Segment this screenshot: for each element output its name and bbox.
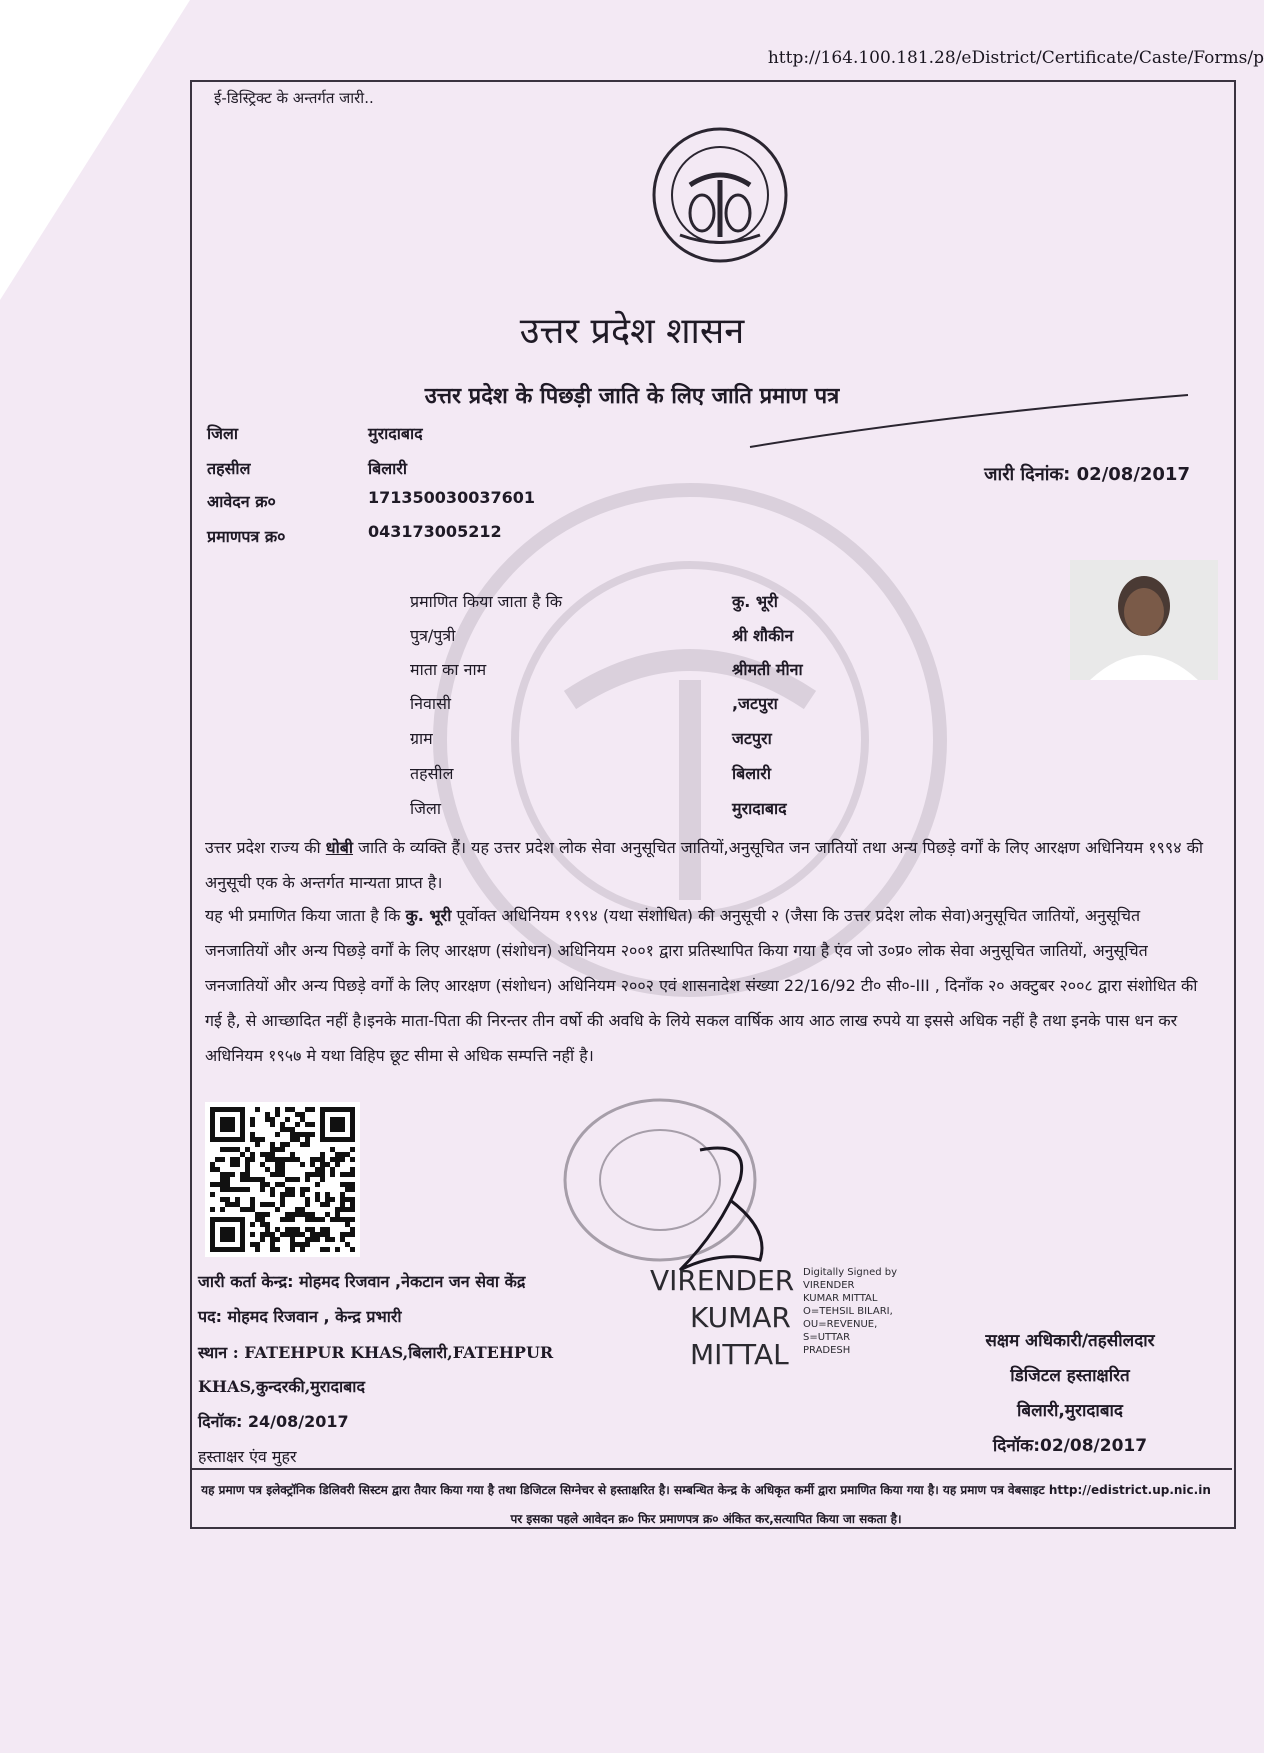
- village-label: ग्राम: [410, 729, 433, 748]
- up-government-emblem-icon: [650, 125, 790, 269]
- caste-pre-text: उत्तर प्रदेश राज्य की: [205, 838, 326, 857]
- dsig-name-line1: VIRENDER: [650, 1264, 795, 1297]
- issuer-date: दिनॉक: 24/08/2017: [198, 1412, 349, 1431]
- pen-stroke-mark: [740, 385, 1190, 455]
- issuer-center: जारी कर्ता केन्द्र: मोहमद रिजवान ,नेकटान जन सेवा केंद्र: [198, 1272, 526, 1291]
- creamy-name: कु. भूरी: [405, 906, 452, 925]
- application-value: 171350030037601: [368, 488, 535, 507]
- dsig-name-line3: MITTAL: [690, 1338, 789, 1371]
- issuer-place-line1: स्थान : FATEHPUR KHAS,बिलारी,FATEHPUR: [198, 1343, 554, 1362]
- resident-value: ,जटपुरा: [732, 694, 778, 713]
- dsig-details: [803, 1266, 897, 1357]
- dsig-detail-line: KUMAR MITTAL: [803, 1293, 878, 1304]
- authority-signed: डिजिटल हस्ताक्षरित: [1010, 1366, 1130, 1386]
- certified-value: कु. भूरी: [732, 592, 778, 611]
- tehsil-value: बिलारी: [368, 459, 407, 478]
- authority-place: बिलारी,मुरादाबाद: [1017, 1401, 1123, 1421]
- authority-date: दिनॉक:02/08/2017: [992, 1436, 1148, 1456]
- parent-label: पुत्र/पुत्री: [410, 626, 456, 645]
- footer-note: यह प्रमाण पत्र इलेक्ट्रॉनिक डिलिवरी सिस्टम द्वारा तैयार किया गया है तथा डिजिटल सिग्नेचर से हस्ताक्षरित है। सम्बन्धित केन्द्र के अधिकृत कर्मी द्वारा प्रमाणित किया गया है। यह प्रमाण पत्र वेबसाइट http://edistrict.up.nic.in पर इसका पहले आवेदन क्र० फिर प्रमाणपत्र क्र० अंकित कर,सत्यापित किया जा सकता है।: [201, 1483, 1211, 1526]
- tehsil-label: तहसील: [207, 459, 251, 478]
- person-tehsil-label: तहसील: [410, 764, 454, 783]
- dsig-detail-line: PRADESH: [803, 1345, 851, 1356]
- qr-code-icon: [205, 1102, 360, 1261]
- caste-name: धोबी: [325, 838, 354, 857]
- creamy-pre-text: यह भी प्रमाणित किया जाता है कि: [205, 906, 406, 925]
- dsig-name-line2: KUMAR: [690, 1301, 791, 1334]
- issue-date: जारी दिनांक: 02/08/2017: [984, 464, 1190, 485]
- person-tehsil-value: बिलारी: [732, 764, 771, 783]
- issuer-sign-label: हस्ताक्षर एंव मुहर: [198, 1447, 297, 1466]
- issuer-place-line2: KHAS,कुन्दरकी,मुरादाबाद: [198, 1377, 365, 1396]
- district-value: मुरादाबाद: [368, 424, 423, 443]
- applicant-photo: [1070, 560, 1218, 680]
- caste-post-text: जाति के व्यक्ति हैं। यह उत्तर प्रदेश लोक सेवा अनुसूचित जातियों,अनुसूचित जन जातियों तथा अन्य पिछड़े वर्गों के लिए आरक्षण अधिनियम १९९४ की अनुसूची एक के अन्तर्गत मान्यता प्राप्त है।: [205, 838, 1204, 892]
- resident-label: निवासी: [410, 694, 452, 713]
- handwritten-signature-mark: [660, 1140, 780, 1280]
- parent-value: श्री शौकीन: [732, 626, 794, 645]
- village-value: जटपुरा: [732, 729, 772, 748]
- dsig-detail-line: S=UTTAR: [803, 1332, 851, 1343]
- header-note: ई-डिस्ट्रिक्ट के अन्तर्गत जारी..: [214, 89, 374, 107]
- person-district-label: जिला: [410, 799, 442, 818]
- dsig-detail-line: O=TEHSIL BILARI,: [803, 1306, 893, 1317]
- district-label: जिला: [207, 424, 239, 443]
- certified-label: प्रमाणित किया जाता है कि: [410, 592, 563, 611]
- dsig-detail-line: Digitally Signed by: [803, 1267, 898, 1278]
- creamy-layer-paragraph: [205, 898, 1205, 1073]
- dsig-detail-line: OU=REVENUE,: [803, 1319, 878, 1330]
- person-district-value: मुरादाबाद: [732, 799, 787, 818]
- caste-paragraph: [205, 830, 1205, 900]
- footer-divider: [190, 1468, 1232, 1470]
- mother-label: माता का नाम: [410, 660, 487, 679]
- paper-fold-corner: [0, 0, 190, 300]
- application-label: आवेदन क्र०: [207, 492, 276, 511]
- mother-value: श्रीमती मीना: [732, 660, 803, 679]
- certificate-label: प्रमाणपत्र क्र०: [207, 527, 286, 546]
- authority-title: सक्षम अधिकारी/तहसीलदार: [985, 1331, 1155, 1351]
- dsig-detail-line: VIRENDER: [803, 1280, 855, 1291]
- page-subtitle: उत्तर प्रदेश के पिछड़ी जाति के लिए जाति प्रमाण पत्र: [424, 384, 840, 409]
- page-url: http://164.100.181.28/eDistrict/Certificate/Caste/Forms/p: [767, 48, 1264, 68]
- creamy-post-text: पूर्वोक्त अधिनियम १९९४ (यथा संशोधित) की अनुसूची २ (जैसा कि उत्तर प्रदेश लोक सेवा)अनुसूचित जातियों, अनुसूचित जनजातियों और अन्य पिछड़े वर्गों के लिए आरक्षण (संशोधन) अधिनियम २००१ द्वारा प्रतिस्थापित किया गया है एंव जो उ०प्र० लोक सेवा अनुसूचित जातियों, अनुसूचित जनजातियों और अन्य पिछड़े वर्गों के लिए आरक्षण (संशोधन) अधिनियम २००२ एवं शासनादेश संख्या 22/16/92 टी० सी०-III , दिनाँक २० अक्टुबर २००८ द्वारा संशोधित की गई है, से आच्छादित नहीं है।इनके माता-पिता की निरन्तर तीन वर्षो की अवधि के लिये सकल वार्षिक आय आठ लाख रुपये या इससे अधिक नहीं है तथा इनके पास धन कर अधिनियम १९५७ मे यथा विहिप छूट सीमा से अधिक सम्पत्ति नहीं है।: [205, 906, 1198, 1065]
- issuer-post: पद: मोहमद रिजवान , केन्द्र प्रभारी: [198, 1307, 402, 1326]
- certificate-value: 043173005212: [368, 522, 502, 541]
- page-title: उत्तर प्रदेश शासन: [519, 311, 745, 352]
